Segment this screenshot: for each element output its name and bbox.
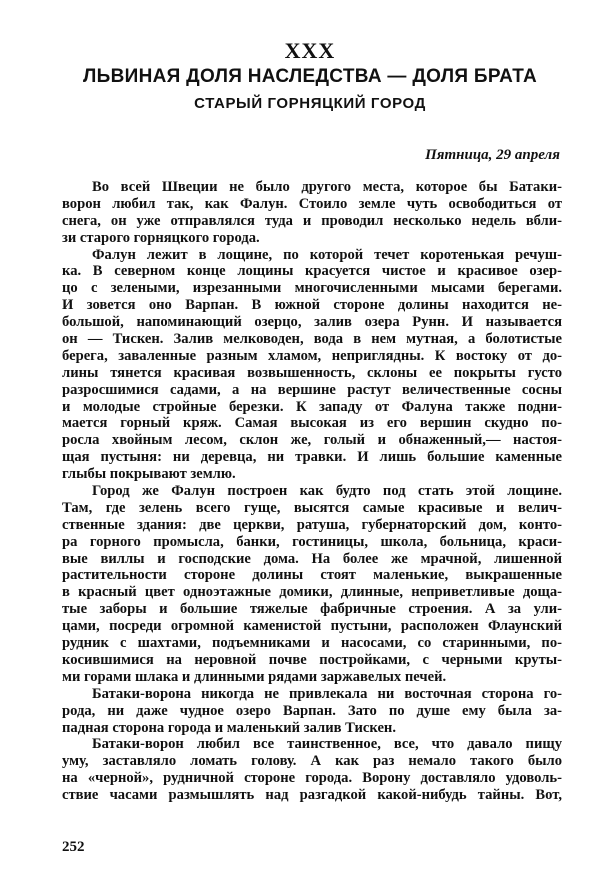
text-line: большой, напоминающий озерцо, залив озера Рунн. И называется xyxy=(62,314,562,331)
text-line: цами, посреди огромной каменистой пустыни, расположен Флаунский xyxy=(62,618,562,635)
paragraph xyxy=(62,179,562,247)
text-line: мается горный кряж. Самая высокая из его вершин скудно по- xyxy=(62,415,562,432)
chapter-title: ЛЬВИНАЯ ДОЛЯ НАСЛЕДСТВА — ДОЛЯ БРАТА xyxy=(83,66,537,87)
text-line: ственные здания: две церкви, ратуша, губернаторский дом, конто- xyxy=(62,516,562,533)
text-line: снега, он уже отправлялся туда и проводил несколько недель вбли- xyxy=(62,212,562,229)
text-line: ми горами шлака и длинными рядами заржавелых печей. xyxy=(62,668,447,685)
paragraph xyxy=(62,686,562,737)
text-line: Батаки-ворон любил все таинственное, все, что давало пищу xyxy=(92,736,562,753)
paragraph xyxy=(62,247,562,483)
text-line: цо с зелеными, изрезанными многочисленными мысами берегами. xyxy=(62,280,562,297)
text-line: рода, ни даже чудное озеро Варпан. Зато по душе ему была за- xyxy=(62,702,562,719)
text-line: в красный цвет одноэтажные домики, длинные, неприветливые доща- xyxy=(62,584,562,601)
text-line: ворон любил так, как Фалун. Стоило земле чуть освободиться от xyxy=(62,195,562,212)
text-line: Батаки-ворона никогда не привлекала ни восточная сторона го- xyxy=(92,685,562,702)
page-number: 252 xyxy=(62,839,85,855)
text-line: лины тянется красивая возвышенность, склоны ее покрыты густо xyxy=(62,364,562,381)
text-line: глыбы покрывают землю. xyxy=(62,466,236,483)
text-line: он — Тискен. Залив мелководен, вода в нем мутная, а болотистые xyxy=(62,331,562,348)
text-line: ра горного промысла, банки, гостиницы, школа, больница, краси- xyxy=(62,533,562,550)
chapter-number: XXX xyxy=(284,38,336,63)
text-line: и молодые стройные березки. К западу от Фалуна также подни- xyxy=(62,398,562,415)
text-line: Во всей Швеции не было другого места, которое бы Батаки- xyxy=(92,179,562,195)
text-line: косившимися на неровной почве постройками, с черными круты- xyxy=(62,651,562,668)
text-line: Фалун лежит в лощине, по которой течет коротенькая речуш- xyxy=(92,246,562,263)
text-line: берега, заваленные разным хламом, неприглядны. К востоку от до- xyxy=(62,347,562,364)
text-line: падная сторона города и маленький залив Тискен. xyxy=(62,719,396,736)
entry-date: Пятница, 29 апреля xyxy=(425,147,560,163)
text-line: рудник с шахтами, подъемниками и насосами, со старинными, по- xyxy=(62,635,562,652)
text-line: вые виллы и господские дома. На более же мрачной, лишенной xyxy=(62,550,562,567)
text-line: ствие часами размышлять над разгадкой какой-нибудь тайны. Вот, xyxy=(62,787,562,804)
text-line: уму, заставляло ломать голову. А как раз немало такого было xyxy=(62,753,562,770)
paragraph xyxy=(62,483,562,686)
body-text xyxy=(62,179,562,804)
text-line: тые заборы и большие тяжелые фабричные строения. А за ули- xyxy=(62,601,562,618)
text-line: росла хвойным лесом, склон же, голый и обнаженный,— настоя- xyxy=(62,432,562,449)
text-line: разросшимися садами, а на вершине растут величественные сосны xyxy=(62,381,562,398)
text-line: растительности стороне долины стоят маленькие, выкрашенные xyxy=(62,567,562,584)
text-line: щая пустыня: ни деревца, ни травки. И лишь большие каменные xyxy=(62,449,562,466)
text-line: ка. В северном конце лощины красуется чистое и красивое озер- xyxy=(62,263,562,280)
text-line: Там, где зелень всего гуще, высятся самые красивые и велич- xyxy=(62,499,562,516)
text-line: на «черной», рудничной стороне города. Ворону доставляло удоволь- xyxy=(62,770,562,787)
paragraph xyxy=(62,736,562,804)
text-line: Город же Фалун построен как будто под стать этой лощине. xyxy=(92,483,562,500)
text-line: зи старого горняцкого города. xyxy=(62,229,260,246)
text-line: И зовется оно Варпан. В южной стороне долины находится не- xyxy=(62,297,562,314)
chapter-subtitle: СТАРЫЙ ГОРНЯЦКИЙ ГОРОД xyxy=(194,95,426,112)
